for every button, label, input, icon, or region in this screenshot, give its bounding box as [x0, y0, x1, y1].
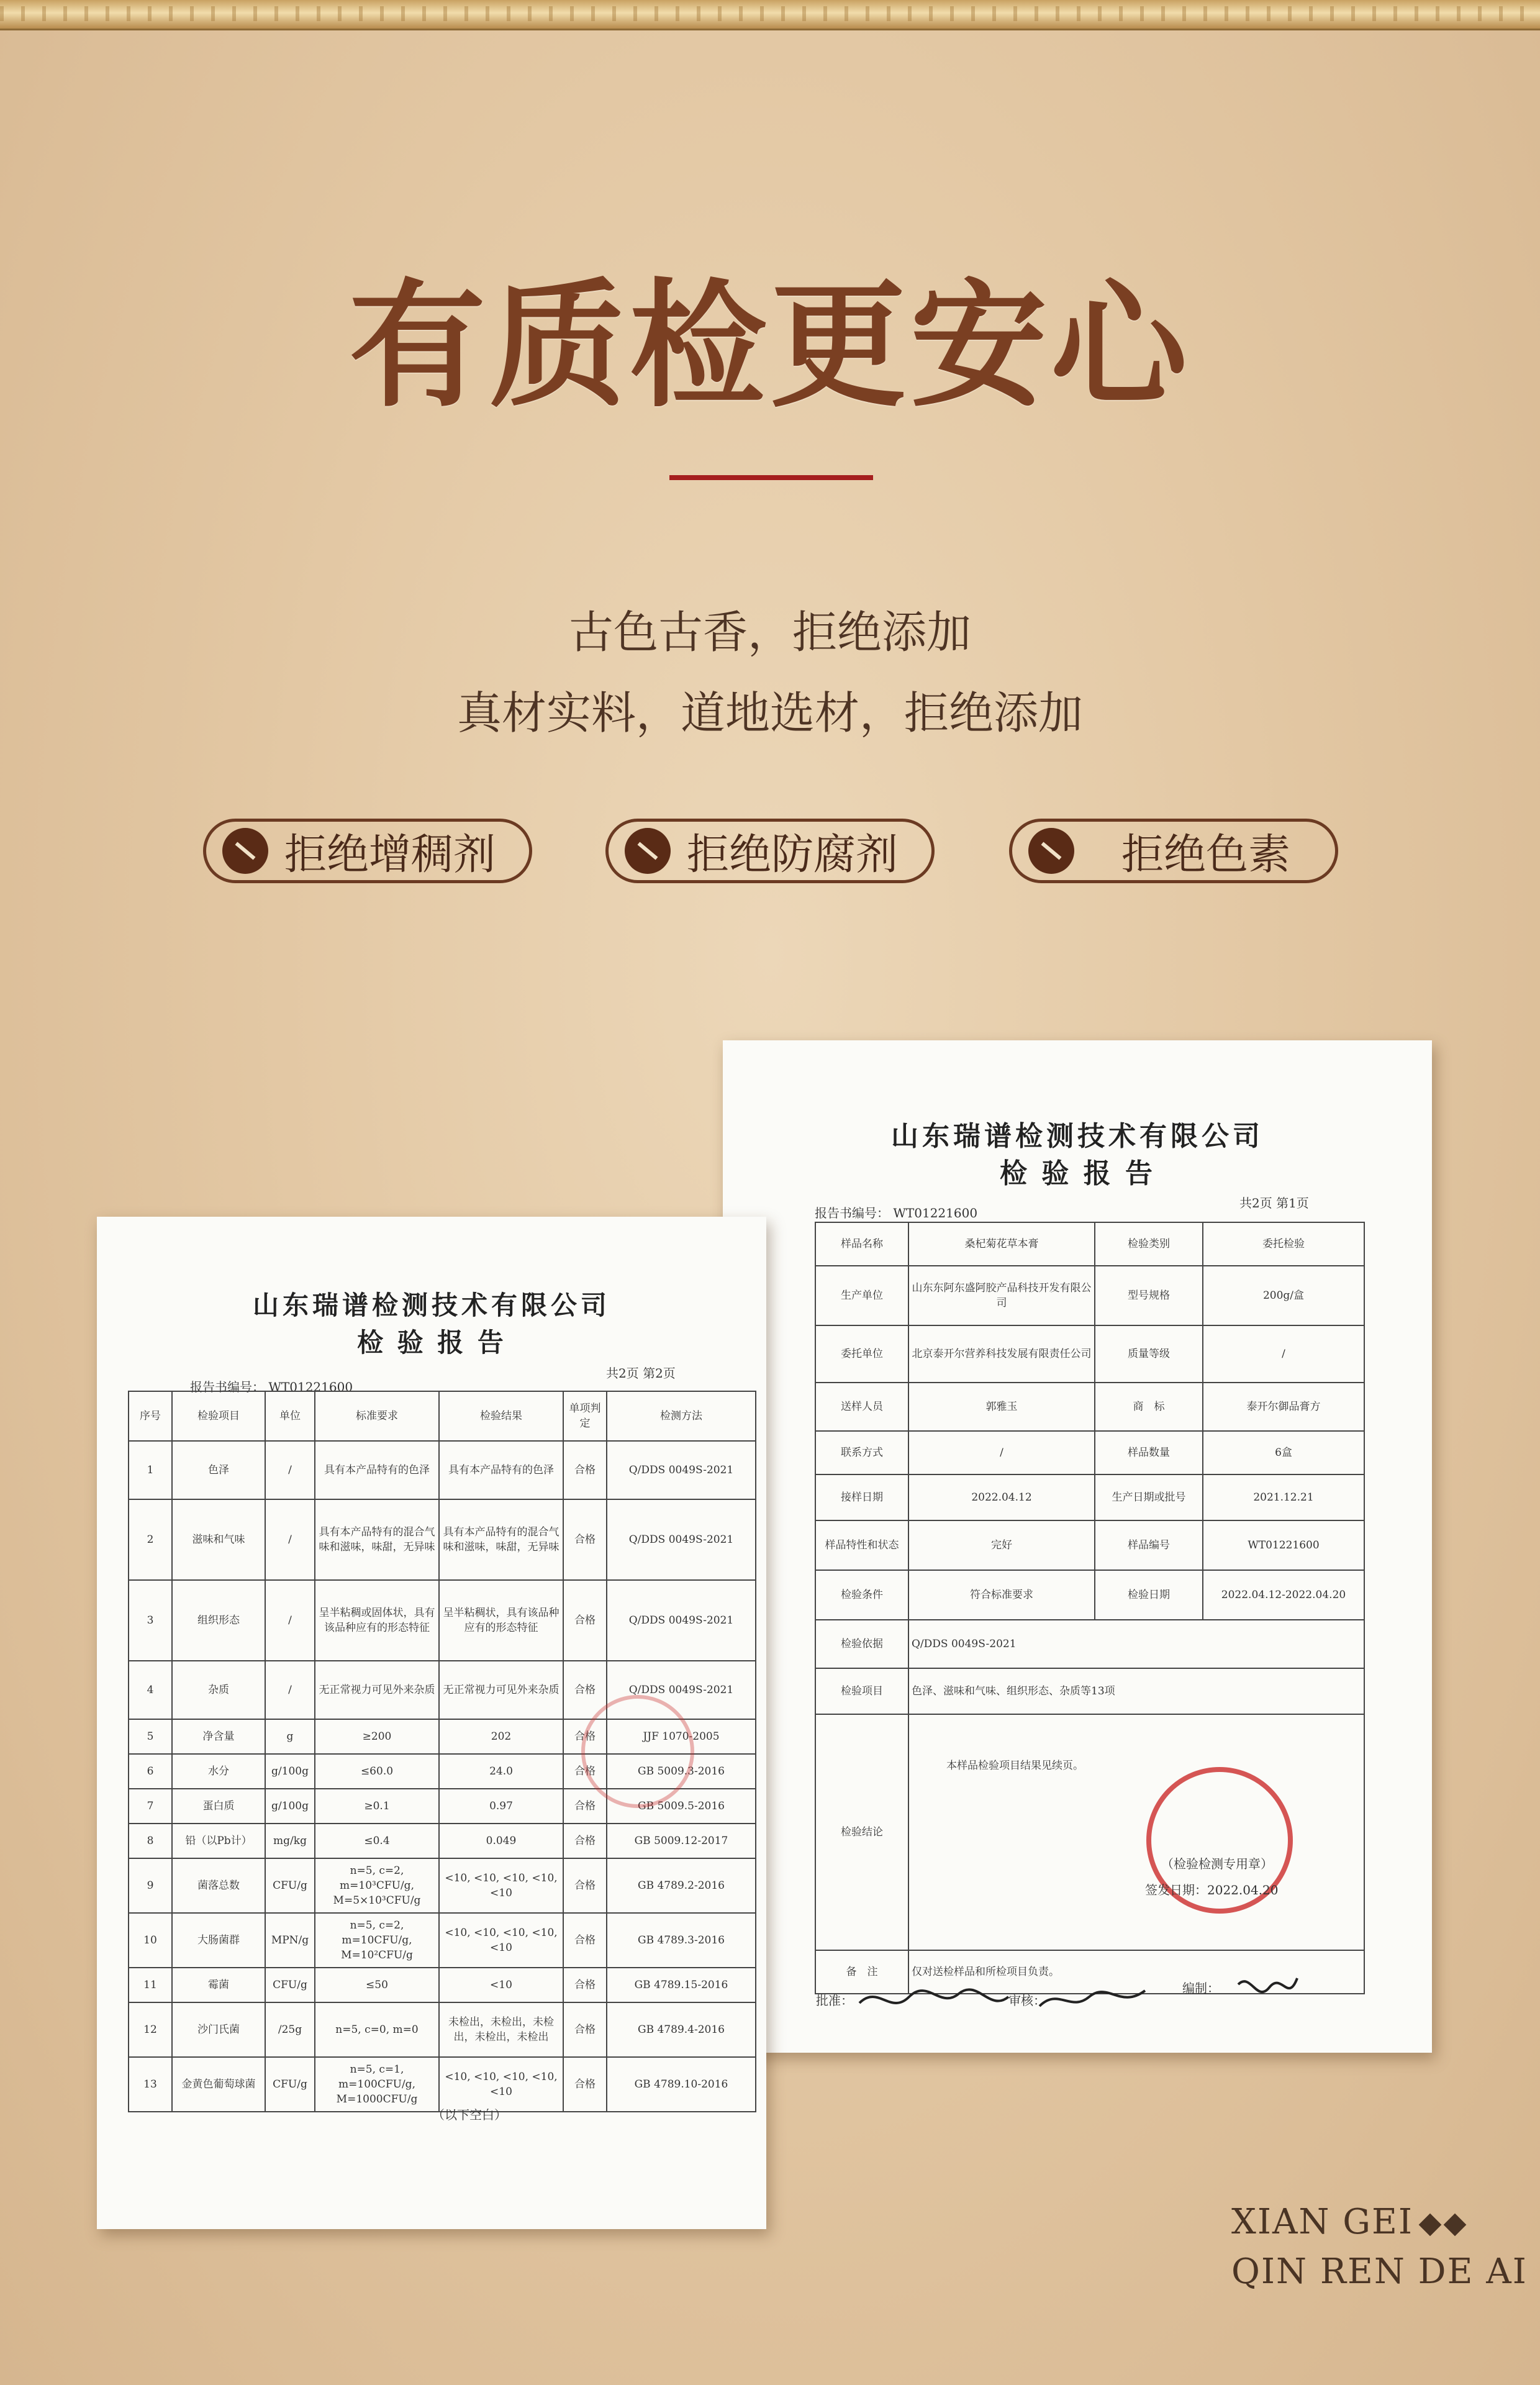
- report-company: 山东瑞谱检测技术有限公司: [891, 1120, 1264, 1152]
- table-row: 9 菌落总数 CFU/g n=5, c=2, m=10³CFU/g, M=5×10³CFU/g <10, <10, <10, <10, <10 合格 GB 4789.2-2016: [129, 1858, 756, 1913]
- handwritten-signature: [1232, 1966, 1307, 2015]
- approve-label: 批准：: [816, 1993, 853, 2008]
- badge-no-preservative: 拒绝防腐剂: [605, 819, 935, 883]
- table-row: 7 蛋白质 g/100g ≥0.1 0.97 合格 GB 5009.5-2016: [129, 1789, 756, 1824]
- table-row: 8 铅（以Pb计） mg/kg ≤0.4 0.049 合格 GB 5009.12-2017: [129, 1824, 756, 1858]
- table-row: 生产单位 山东东阿东盛阿胶产品科技开发有限公司 型号规格 200g/盒: [815, 1266, 1364, 1325]
- subtitle-line-1: 古色古香，拒绝添加: [568, 606, 971, 658]
- prohibited-icon: [625, 828, 671, 874]
- prohibited-icon: [1028, 828, 1074, 874]
- official-seal-faded: [581, 1695, 694, 1808]
- table-row: 检验项目 色泽、滋味和气味、组织形态、杂质等13项: [815, 1668, 1364, 1714]
- badge-no-colorant: 拒绝色素: [1009, 819, 1338, 883]
- report-title: 检 验 报 告: [1000, 1158, 1155, 1189]
- stamp-note: （检验检测专用章）: [1161, 1856, 1273, 1871]
- table-row: 3 组织形态 / 呈半粘稠或固体状，具有该品种应有的形态特征 呈半粘稠状，具有该品种应有的形态特征 合格 Q/DDS 0049S-2021: [129, 1580, 756, 1661]
- page-title: 有质检更安心: [348, 265, 1191, 425]
- report-title: 检 验 报 告: [357, 1327, 506, 1358]
- badge-no-thickener: 拒绝增稠剂: [203, 819, 532, 883]
- table-row: 委托单位 北京泰开尔营养科技发展有限责任公司 质量等级 /: [815, 1325, 1364, 1383]
- report-info-table: [815, 1222, 1365, 1994]
- prohibited-icon: [222, 828, 268, 874]
- diamond-icon: [1444, 2213, 1467, 2236]
- title-divider: [669, 475, 873, 480]
- report-number: 报告书编号： WT01221600: [190, 1379, 353, 1394]
- table-row: 检验条件 符合标准要求 检验日期 2022.04.12-2022.04.20: [815, 1570, 1364, 1620]
- blank-note: （以下空白）: [432, 2107, 507, 2122]
- table-row: 1 色泽 / 具有本产品特有的色泽 具有本产品特有的色泽 合格 Q/DDS 0049S-2021: [129, 1441, 756, 1499]
- report-company: 山东瑞谱检测技术有限公司: [252, 1290, 610, 1320]
- table-row: 10 大肠菌群 MPN/g n=5, c=2, m=10CFU/g, M=10²CFU/g <10, <10, <10, <10, <10 合格 GB 4789.3-2016: [129, 1913, 756, 1968]
- report-page: 共2页 第2页: [606, 1366, 676, 1381]
- table-row: 接样日期 2022.04.12 生产日期或批号 2021.12.21: [815, 1474, 1364, 1520]
- review-label: 审核：: [1008, 1993, 1046, 2008]
- table-header-row: 序号 检验项目 单位 标准要求 检验结果 单项判定 检测方法: [129, 1391, 756, 1441]
- table-row: 6 水分 g/100g ≤60.0 24.0 合格 GB 5009.3-2016: [129, 1754, 756, 1789]
- subtitle-line-2: 真材实料，道地选材，拒绝添加: [456, 687, 1083, 739]
- table-row: 11 霉菌 CFU/g ≤50 <10 合格 GB 4789.15-2016: [129, 1968, 756, 2002]
- report-page: 共2页 第1页: [1239, 1196, 1309, 1211]
- handwritten-signatures: [853, 1978, 1201, 2022]
- table-row: 13 金黄色葡萄球菌 CFU/g n=5, c=1, m=100CFU/g, M=1000CFU/g <10, <10, <10, <10, <10 合格 GB 4789.10-2016: [129, 2057, 756, 2112]
- diamond-icon: [1419, 2213, 1442, 2236]
- table-row: 样品特性和状态 完好 样品编号 WT01221600: [815, 1520, 1364, 1570]
- table-row: 2 滋味和气味 / 具有本产品特有的混合气味和滋味，味甜，无异味 具有本产品特有的混合气味和滋味，味甜，无异味 合格 Q/DDS 0049S-2021: [129, 1499, 756, 1580]
- table-row: 备 注 仅对送检样品和所检项目负责。: [815, 1950, 1364, 1994]
- compile-label: 编制：: [1182, 1981, 1220, 1996]
- table-row: 12 沙门氏菌 /25g n=5, c=0, m=0 未检出，未检出，未检出，未检出，未检出 合格 GB 4789.4-2016: [129, 2002, 756, 2057]
- table-row: 5 净含量 g ≥200 202 合格 JJF 1070-2005: [129, 1719, 756, 1754]
- footer-line-2: QIN REN DE AI: [1231, 2251, 1528, 2292]
- sign-date: 签发日期：2022.04.20: [1145, 1883, 1279, 1897]
- decorative-top-border: [0, 0, 1540, 30]
- table-row: 送样人员 郭雅玉 商 标 泰开尔御品膏方: [815, 1383, 1364, 1431]
- table-row: 检验依据 Q/DDS 0049S-2021: [815, 1620, 1364, 1668]
- footer-line-1: XIAN GEI: [1231, 2202, 1463, 2242]
- table-row: 联系方式 / 样品数量 6盒: [815, 1431, 1364, 1474]
- table-row: 检验结论 本样品检验项目结果见续页。: [815, 1714, 1364, 1950]
- table-row: 样品名称 桑杞菊花草本膏 检验类别 委托检验: [815, 1222, 1364, 1266]
- inspection-report-page-2: [97, 1217, 766, 2229]
- table-row: 4 杂质 / 无正常视力可见外来杂质 无正常视力可见外来杂质 合格 Q/DDS 0049S-2021: [129, 1661, 756, 1719]
- inspection-report-page-1: [723, 1040, 1432, 2053]
- report-number: 报告书编号： WT01221600: [815, 1206, 978, 1220]
